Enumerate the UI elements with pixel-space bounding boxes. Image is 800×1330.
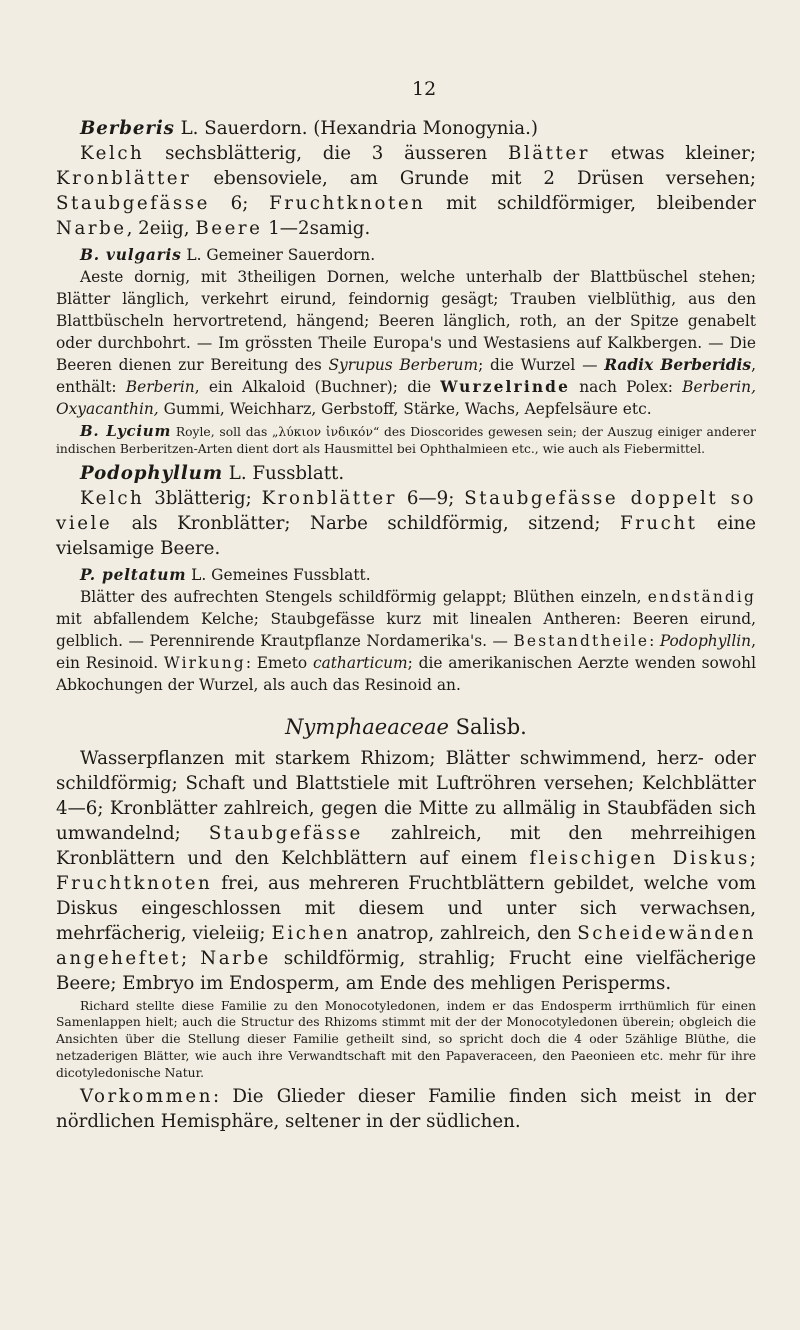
genus-name: Berberis — [80, 118, 175, 139]
family-distribution-nymphaeaceae: Vorkommen: Die Glieder dieser Familie finden sich meist in der nördlichen Hemisphäre, seltener in der südlichen. — [56, 1085, 756, 1132]
species-description-peltatum: Blätter des aufrechten Stengels schildförmig gelappt; Blüthen einzeln, endständig mit abfallendem Kelche; Staubgefässe kurz mit linealen Antheren: Beeren eirund, gelblich. — Perennirende Krautpflanze Nordamerika's. — Bestandtheile: Podophyllin, ein Resinoid. Wirkung: Emeto catharticum; die amerikanischen Aerzte wenden sowohl Abkochungen der Wurzel, als auch das Resinoid an. — [56, 587, 757, 694]
page-body — [56, 116, 756, 1134]
species-heading-vulgaris: B. vulgaris L. Gemeiner Sauerdorn. — [80, 246, 376, 264]
podophyllum-characters: Kelch 3blätterig; Kronblätter 6—9; Staubgefässe doppelt so viele als Kronblätter; Narbe schildförmig, sitzend; Frucht eine vielsamige Beere. — [56, 487, 756, 559]
berberis-characters: Kelch sechsblätterig, die 3 äusseren Blätter etwas kleiner; Kronblätter ebensoviele, am Grunde mit 2 Drüsen versehen; Staubgefässe 6; Fruchtknoten mit schildförmiger, bleibender Narbe, 2eiig, Beere 1—2samig. — [56, 143, 756, 239]
family-note-nymphaeaceae: Richard stellte diese Familie zu den Monocotyledonen, indem er das Endosperm irrthümlich für einen Samenlappen hielt; auch die Structur des Rhizoms stimmt mit der der Monocotyledonen überein; obgleich die Ansichten über die Stellung dieser Familie getheilt sind, so spricht doch die 4 oder 5zählige Blüthe, die netzaderigen Blätter, wie auch ihre Verwandtschaft mit den Papaveraceen, den Paeonieen etc. mehr für ihre dicotyledonische Natur. — [56, 998, 756, 1080]
species-heading-peltatum: P. peltatum L. Gemeines Fussblatt. — [80, 565, 371, 584]
podophyllum-genus-description: Podophyllum L. Fussblatt. — [80, 462, 345, 484]
species-description-vulgaris: Aeste dornig, mit 3theiligen Dornen, welche unterhalb der Blattbüschel stehen; Blätter länglich, verkehrt eirund, feindornig gesägt; Trauben vielblüthig, aus den Blattbüscheln hervortretend, hängend; Beeren länglich, roth, an der Spitze genabelt oder durchbohrt. — Im grössten Theile Europa's und Westasiens auf Kalkbergen. — Die Beeren dienen zur Bereitung des Syrupus Berberum; die Wurzel — Radix Berberidis, enthält: Berberin, ein Alkaloid (Buchner); die Wurzelrinde nach Polex: Berberin, Oxyacanthin, Gummi, Weichharz, Gerbstoff, Stärke, Wachs, Aepfelsäure etc. — [56, 268, 756, 418]
berberis-genus-description: Berberis L. Sauerdorn. (Hexandria Monogynia.) — [80, 118, 539, 139]
page-number: 12 — [412, 78, 437, 100]
family-heading-nymphaeaceae: Nymphaeaceae Salisb. — [285, 714, 527, 739]
species-note-lycium: B. Lycium Royle, soll das „λύκιον ἰνδικόν“ des Dioscorides gewesen sein; der Auszug einiger anderer indischen Berberitzen-Arten dient dort als Hausmittel bei Ophthalmieen etc., wie auch als Fiebermittel. — [56, 422, 756, 456]
family-description-nymphaeaceae: Wasserpflanzen mit starkem Rhizom; Blätter schwimmend, herz- oder schildförmig; Schaft und Blattstiele mit Luftröhren versehen; Kelchblätter 4—6; Kronblätter zahlreich, gegen die Mitte zu allmälig in Staubfäden sich umwandelnd; Staubgefässe zahlreich, mit den mehrreihigen Kronblättern und den Kelchblättern auf einem fleischigen Diskus; Fruchtknoten frei, aus mehreren Fruchtblättern gebildet, welche vom Diskus eingeschlossen mit diesem und unter sich verwachsen, mehrfächerig, vieleiig; Eichen anatrop, zahlreich, den Scheidewänden angeheftet; Narbe schildförmig, strahlig; Frucht eine vielfächerige Beere; Embryo im Endosperm, am Ende des mehligen Perisperms. — [56, 747, 756, 994]
